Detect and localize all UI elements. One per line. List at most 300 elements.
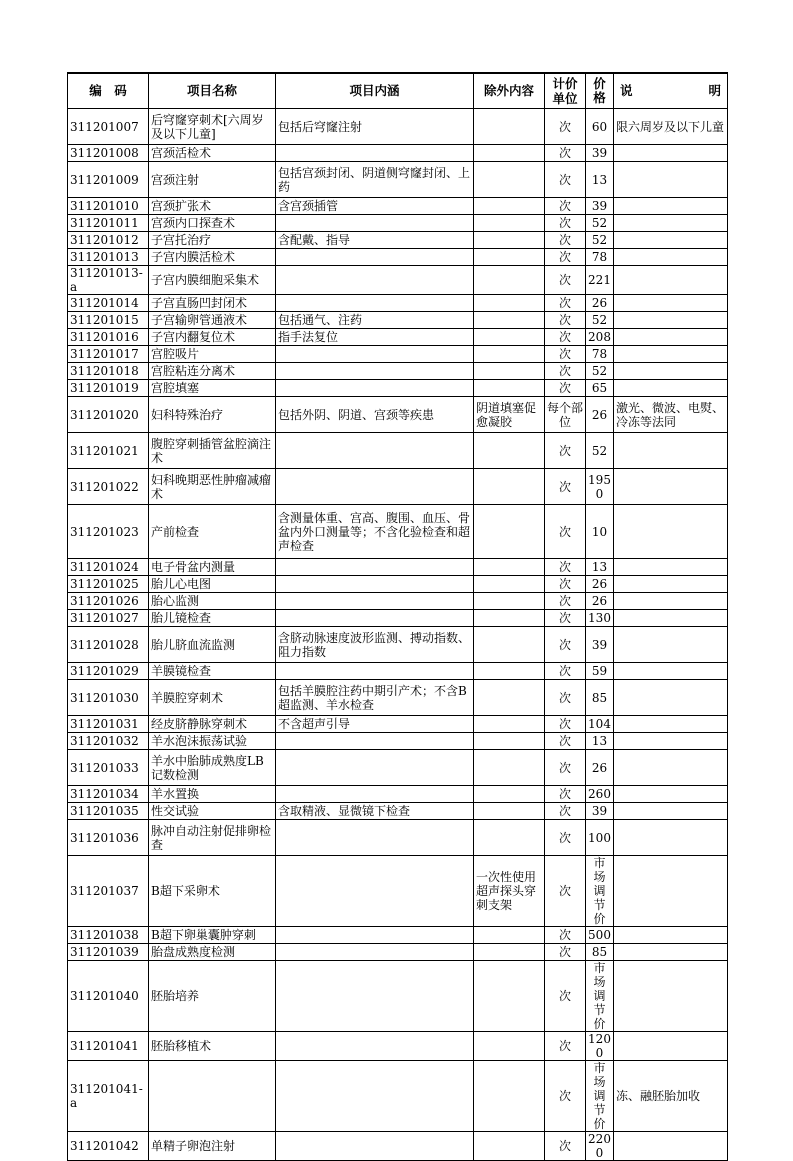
cell-price: 39 bbox=[586, 198, 614, 215]
cell-unit: 次 bbox=[545, 145, 586, 162]
cell-code: 311201034 bbox=[68, 786, 149, 803]
cell-code: 311201010 bbox=[68, 198, 149, 215]
cell-price: 60 bbox=[586, 109, 614, 145]
table-row bbox=[68, 961, 728, 1032]
cell-name: 宫颈扩张术 bbox=[149, 198, 276, 215]
cell-code: 311201013 bbox=[68, 249, 149, 266]
cell-exclude bbox=[474, 469, 545, 505]
header-exclude: 除外内容 bbox=[474, 73, 545, 109]
cell-code: 311201022 bbox=[68, 469, 149, 505]
cell-code: 311201007 bbox=[68, 109, 149, 145]
cell-price: 2200 bbox=[586, 1132, 614, 1161]
cell-name: 子宫内翻复位术 bbox=[149, 329, 276, 346]
table-row bbox=[68, 249, 728, 266]
cell-name: 羊水泡沫振荡试验 bbox=[149, 733, 276, 750]
table-row bbox=[68, 312, 728, 329]
cell-exclude bbox=[474, 232, 545, 249]
cell-unit: 每个部位 bbox=[545, 397, 586, 433]
cell-unit: 次 bbox=[545, 1132, 586, 1161]
cell-exclude bbox=[474, 820, 545, 856]
cell-name: 妇科特殊治疗 bbox=[149, 397, 276, 433]
cell-unit: 次 bbox=[545, 680, 586, 716]
cell-exclude bbox=[474, 1132, 545, 1161]
table-row bbox=[68, 215, 728, 232]
table-header-row bbox=[68, 73, 728, 109]
cell-code: 311201018 bbox=[68, 363, 149, 380]
cell-note bbox=[614, 610, 728, 627]
table-row bbox=[68, 266, 728, 295]
table-row bbox=[68, 593, 728, 610]
cell-content bbox=[276, 576, 474, 593]
cell-unit: 次 bbox=[545, 803, 586, 820]
cell-code: 311201038 bbox=[68, 927, 149, 944]
cell-code: 311201036 bbox=[68, 820, 149, 856]
cell-name: 胎盘成熟度检测 bbox=[149, 944, 276, 961]
cell-unit: 次 bbox=[545, 944, 586, 961]
cell-code: 311201019 bbox=[68, 380, 149, 397]
cell-code: 311201021 bbox=[68, 433, 149, 469]
cell-content bbox=[276, 469, 474, 505]
cell-price: 260 bbox=[586, 786, 614, 803]
cell-note bbox=[614, 295, 728, 312]
cell-exclude bbox=[474, 610, 545, 627]
cell-unit: 次 bbox=[545, 750, 586, 786]
cell-code: 311201026 bbox=[68, 593, 149, 610]
cell-note: 限六周岁及以下儿童 bbox=[614, 109, 728, 145]
cell-name: 宫腔吸片 bbox=[149, 346, 276, 363]
cell-note bbox=[614, 266, 728, 295]
cell-note bbox=[614, 576, 728, 593]
cell-note bbox=[614, 786, 728, 803]
cell-note bbox=[614, 380, 728, 397]
cell-note: 激光、微波、电熨、冷冻等法同 bbox=[614, 397, 728, 433]
cell-code: 311201042 bbox=[68, 1132, 149, 1161]
cell-name: 宫腔填塞 bbox=[149, 380, 276, 397]
table-row bbox=[68, 232, 728, 249]
cell-name: 后穹窿穿刺术[六周岁及以下儿童] bbox=[149, 109, 276, 145]
cell-content: 包括外阴、阴道、宫颈等疾患 bbox=[276, 397, 474, 433]
table-row bbox=[68, 576, 728, 593]
cell-unit: 次 bbox=[545, 162, 586, 198]
cell-code: 311201024 bbox=[68, 559, 149, 576]
cell-note bbox=[614, 215, 728, 232]
cell-unit: 次 bbox=[545, 927, 586, 944]
cell-content bbox=[276, 663, 474, 680]
cell-content bbox=[276, 786, 474, 803]
cell-price: 59 bbox=[586, 663, 614, 680]
cell-unit: 次 bbox=[545, 295, 586, 312]
cell-name: 宫颈注射 bbox=[149, 162, 276, 198]
cell-code: 311201031 bbox=[68, 716, 149, 733]
cell-unit: 次 bbox=[545, 576, 586, 593]
cell-code: 311201009 bbox=[68, 162, 149, 198]
cell-unit: 次 bbox=[545, 1032, 586, 1061]
cell-content bbox=[276, 145, 474, 162]
cell-name: 羊膜腔穿刺术 bbox=[149, 680, 276, 716]
cell-exclude bbox=[474, 680, 545, 716]
cell-code: 311201012 bbox=[68, 232, 149, 249]
cell-unit: 次 bbox=[545, 469, 586, 505]
header-code: 编 码 bbox=[68, 73, 149, 109]
cell-name: 脉冲自动注射促排卵检查 bbox=[149, 820, 276, 856]
cell-note bbox=[614, 145, 728, 162]
table-row bbox=[68, 397, 728, 433]
cell-exclude bbox=[474, 593, 545, 610]
cell-content bbox=[276, 944, 474, 961]
cell-name: 宫颈活检术 bbox=[149, 145, 276, 162]
cell-price: 52 bbox=[586, 312, 614, 329]
cell-price: 85 bbox=[586, 680, 614, 716]
cell-price: 1950 bbox=[586, 469, 614, 505]
cell-name: 子宫内膜活检术 bbox=[149, 249, 276, 266]
cell-name: 子宫输卵管通液术 bbox=[149, 312, 276, 329]
cell-price: 26 bbox=[586, 593, 614, 610]
cell-name: 经皮脐静脉穿刺术 bbox=[149, 716, 276, 733]
cell-price: 52 bbox=[586, 363, 614, 380]
cell-content bbox=[276, 215, 474, 232]
cell-name: 胎儿心电图 bbox=[149, 576, 276, 593]
cell-exclude bbox=[474, 215, 545, 232]
cell-content bbox=[276, 559, 474, 576]
price-table bbox=[67, 72, 728, 1161]
cell-code: 311201040 bbox=[68, 961, 149, 1032]
cell-price: 市场调节价 bbox=[586, 961, 614, 1032]
cell-exclude bbox=[474, 109, 545, 145]
cell-content: 不含超声引导 bbox=[276, 716, 474, 733]
cell-exclude bbox=[474, 927, 545, 944]
table-row bbox=[68, 927, 728, 944]
cell-content bbox=[276, 266, 474, 295]
cell-content bbox=[276, 249, 474, 266]
cell-note bbox=[614, 820, 728, 856]
cell-price: 市场调节价 bbox=[586, 856, 614, 927]
cell-unit: 次 bbox=[545, 346, 586, 363]
table-row bbox=[68, 786, 728, 803]
table-row bbox=[68, 162, 728, 198]
cell-exclude bbox=[474, 750, 545, 786]
cell-name: 胎儿脐血流监测 bbox=[149, 627, 276, 663]
cell-content bbox=[276, 820, 474, 856]
cell-unit: 次 bbox=[545, 363, 586, 380]
cell-name: 子宫直肠凹封闭术 bbox=[149, 295, 276, 312]
cell-unit: 次 bbox=[545, 593, 586, 610]
cell-exclude bbox=[474, 961, 545, 1032]
cell-exclude bbox=[474, 663, 545, 680]
header-content: 项目内涵 bbox=[276, 73, 474, 109]
cell-code: 311201041 bbox=[68, 1032, 149, 1061]
cell-content bbox=[276, 1061, 474, 1132]
table-row bbox=[68, 363, 728, 380]
cell-price: 500 bbox=[586, 927, 614, 944]
cell-content bbox=[276, 733, 474, 750]
cell-code: 311201029 bbox=[68, 663, 149, 680]
cell-unit: 次 bbox=[545, 627, 586, 663]
cell-content: 指手法复位 bbox=[276, 329, 474, 346]
cell-price: 13 bbox=[586, 559, 614, 576]
cell-code: 311201025 bbox=[68, 576, 149, 593]
cell-price: 26 bbox=[586, 295, 614, 312]
cell-exclude bbox=[474, 944, 545, 961]
cell-note bbox=[614, 363, 728, 380]
cell-note bbox=[614, 1032, 728, 1061]
cell-price: 市场调节价 bbox=[586, 1061, 614, 1132]
cell-content: 含宫颈插管 bbox=[276, 198, 474, 215]
cell-note bbox=[614, 927, 728, 944]
cell-price: 208 bbox=[586, 329, 614, 346]
cell-content bbox=[276, 750, 474, 786]
cell-unit: 次 bbox=[545, 109, 586, 145]
cell-content: 包括宫颈封闭、阴道侧穹窿封闭、上药 bbox=[276, 162, 474, 198]
cell-unit: 次 bbox=[545, 1061, 586, 1132]
cell-price: 52 bbox=[586, 215, 614, 232]
cell-name: B超下卵巢囊肿穿刺 bbox=[149, 927, 276, 944]
cell-content bbox=[276, 610, 474, 627]
cell-code: 311201023 bbox=[68, 505, 149, 559]
table-row bbox=[68, 1032, 728, 1061]
cell-price: 39 bbox=[586, 803, 614, 820]
cell-content bbox=[276, 927, 474, 944]
cell-note bbox=[614, 232, 728, 249]
table-row bbox=[68, 145, 728, 162]
cell-unit: 次 bbox=[545, 312, 586, 329]
cell-note bbox=[614, 198, 728, 215]
cell-note: 冻、融胚胎加收 bbox=[614, 1061, 728, 1132]
cell-name: B超下采卵术 bbox=[149, 856, 276, 927]
cell-name: 宫颈内口探查术 bbox=[149, 215, 276, 232]
cell-code: 311201020 bbox=[68, 397, 149, 433]
cell-code: 311201017 bbox=[68, 346, 149, 363]
cell-content bbox=[276, 346, 474, 363]
cell-unit: 次 bbox=[545, 786, 586, 803]
cell-code: 311201039 bbox=[68, 944, 149, 961]
table-row bbox=[68, 820, 728, 856]
cell-exclude bbox=[474, 162, 545, 198]
cell-note bbox=[614, 469, 728, 505]
cell-code: 311201013-a bbox=[68, 266, 149, 295]
cell-note bbox=[614, 433, 728, 469]
cell-code: 311201037 bbox=[68, 856, 149, 927]
cell-content bbox=[276, 363, 474, 380]
cell-exclude bbox=[474, 733, 545, 750]
cell-note bbox=[614, 329, 728, 346]
cell-price: 85 bbox=[586, 944, 614, 961]
cell-name: 子宫内膜细胞采集术 bbox=[149, 266, 276, 295]
table-row bbox=[68, 109, 728, 145]
table-row bbox=[68, 610, 728, 627]
cell-name: 胚胎移植术 bbox=[149, 1032, 276, 1061]
cell-content bbox=[276, 961, 474, 1032]
cell-content: 含测量体重、宫高、腹围、血压、骨盆内外口测量等；不含化验检查和超声检查 bbox=[276, 505, 474, 559]
cell-content bbox=[276, 593, 474, 610]
cell-name: 羊水中胎肺成熟度LB记数检测 bbox=[149, 750, 276, 786]
cell-code: 311201011 bbox=[68, 215, 149, 232]
cell-exclude bbox=[474, 295, 545, 312]
cell-code: 311201008 bbox=[68, 145, 149, 162]
cell-price: 26 bbox=[586, 397, 614, 433]
cell-unit: 次 bbox=[545, 505, 586, 559]
cell-exclude bbox=[474, 716, 545, 733]
table-row bbox=[68, 469, 728, 505]
cell-exclude bbox=[474, 198, 545, 215]
table-row bbox=[68, 716, 728, 733]
cell-note bbox=[614, 627, 728, 663]
cell-exclude bbox=[474, 1061, 545, 1132]
header-note: 说 明 bbox=[614, 73, 728, 109]
cell-note bbox=[614, 680, 728, 716]
cell-note bbox=[614, 750, 728, 786]
cell-name: 性交试验 bbox=[149, 803, 276, 820]
header-name: 项目名称 bbox=[149, 73, 276, 109]
cell-unit: 次 bbox=[545, 716, 586, 733]
cell-note bbox=[614, 249, 728, 266]
cell-code: 311201033 bbox=[68, 750, 149, 786]
cell-exclude bbox=[474, 576, 545, 593]
cell-unit: 次 bbox=[545, 232, 586, 249]
cell-exclude: 阴道填塞促愈凝胶 bbox=[474, 397, 545, 433]
cell-content: 含脐动脉速度波形监测、搏动指数、阻力指数 bbox=[276, 627, 474, 663]
cell-content bbox=[276, 380, 474, 397]
table-body bbox=[68, 109, 728, 1161]
table-row bbox=[68, 750, 728, 786]
cell-exclude bbox=[474, 1032, 545, 1061]
table-row bbox=[68, 803, 728, 820]
table-row bbox=[68, 329, 728, 346]
cell-price: 39 bbox=[586, 145, 614, 162]
cell-unit: 次 bbox=[545, 559, 586, 576]
cell-code: 311201032 bbox=[68, 733, 149, 750]
cell-unit: 次 bbox=[545, 329, 586, 346]
cell-unit: 次 bbox=[545, 266, 586, 295]
cell-code: 311201035 bbox=[68, 803, 149, 820]
cell-note bbox=[614, 505, 728, 559]
cell-unit: 次 bbox=[545, 663, 586, 680]
header-price: 价格 bbox=[586, 73, 614, 109]
table-row bbox=[68, 198, 728, 215]
cell-note bbox=[614, 663, 728, 680]
table-row bbox=[68, 433, 728, 469]
cell-unit: 次 bbox=[545, 380, 586, 397]
cell-exclude bbox=[474, 627, 545, 663]
cell-name: 胎儿镜检查 bbox=[149, 610, 276, 627]
cell-exclude bbox=[474, 266, 545, 295]
cell-unit: 次 bbox=[545, 610, 586, 627]
cell-content bbox=[276, 1132, 474, 1161]
cell-price: 130 bbox=[586, 610, 614, 627]
cell-name bbox=[149, 1061, 276, 1132]
cell-price: 65 bbox=[586, 380, 614, 397]
cell-exclude bbox=[474, 145, 545, 162]
cell-code: 311201041-a bbox=[68, 1061, 149, 1132]
cell-note bbox=[614, 961, 728, 1032]
cell-content bbox=[276, 856, 474, 927]
cell-price: 104 bbox=[586, 716, 614, 733]
cell-content bbox=[276, 1032, 474, 1061]
cell-unit: 次 bbox=[545, 198, 586, 215]
cell-content: 包括羊膜腔注药中期引产术；不含B超监测、羊水检查 bbox=[276, 680, 474, 716]
cell-code: 311201030 bbox=[68, 680, 149, 716]
cell-content bbox=[276, 295, 474, 312]
cell-note bbox=[614, 559, 728, 576]
cell-unit: 次 bbox=[545, 249, 586, 266]
cell-unit: 次 bbox=[545, 961, 586, 1032]
cell-exclude bbox=[474, 433, 545, 469]
cell-note bbox=[614, 593, 728, 610]
table-row bbox=[68, 505, 728, 559]
table-row bbox=[68, 733, 728, 750]
cell-price: 100 bbox=[586, 820, 614, 856]
cell-code: 311201027 bbox=[68, 610, 149, 627]
cell-name: 羊水置换 bbox=[149, 786, 276, 803]
cell-name: 子宫托治疗 bbox=[149, 232, 276, 249]
cell-price: 39 bbox=[586, 627, 614, 663]
cell-note bbox=[614, 1132, 728, 1161]
cell-price: 52 bbox=[586, 433, 614, 469]
cell-name: 腹腔穿刺插管盆腔滴注术 bbox=[149, 433, 276, 469]
cell-name: 羊膜镜检查 bbox=[149, 663, 276, 680]
cell-code: 311201028 bbox=[68, 627, 149, 663]
cell-note bbox=[614, 856, 728, 927]
cell-code: 311201016 bbox=[68, 329, 149, 346]
cell-note bbox=[614, 733, 728, 750]
cell-code: 311201014 bbox=[68, 295, 149, 312]
cell-note bbox=[614, 944, 728, 961]
cell-name: 胚胎培养 bbox=[149, 961, 276, 1032]
cell-exclude bbox=[474, 380, 545, 397]
cell-price: 10 bbox=[586, 505, 614, 559]
table-row bbox=[68, 559, 728, 576]
cell-exclude bbox=[474, 249, 545, 266]
cell-exclude: 一次性使用超声探头穿刺支架 bbox=[474, 856, 545, 927]
cell-content: 包括通气、注药 bbox=[276, 312, 474, 329]
table-row bbox=[68, 680, 728, 716]
cell-exclude bbox=[474, 346, 545, 363]
cell-price: 13 bbox=[586, 733, 614, 750]
cell-exclude bbox=[474, 505, 545, 559]
cell-name: 妇科晚期恶性肿瘤减瘤术 bbox=[149, 469, 276, 505]
cell-content: 包括后穹窿注射 bbox=[276, 109, 474, 145]
cell-price: 221 bbox=[586, 266, 614, 295]
cell-price: 78 bbox=[586, 249, 614, 266]
table-row bbox=[68, 944, 728, 961]
cell-content: 含取精液、显微镜下检查 bbox=[276, 803, 474, 820]
table-row bbox=[68, 1132, 728, 1161]
cell-unit: 次 bbox=[545, 820, 586, 856]
table-row bbox=[68, 663, 728, 680]
cell-exclude bbox=[474, 803, 545, 820]
cell-content bbox=[276, 433, 474, 469]
cell-unit: 次 bbox=[545, 856, 586, 927]
cell-exclude bbox=[474, 559, 545, 576]
cell-exclude bbox=[474, 329, 545, 346]
table-row bbox=[68, 627, 728, 663]
cell-name: 胎心监测 bbox=[149, 593, 276, 610]
cell-price: 78 bbox=[586, 346, 614, 363]
cell-price: 1200 bbox=[586, 1032, 614, 1061]
cell-note bbox=[614, 716, 728, 733]
header-unit: 计价 单位 bbox=[545, 73, 586, 109]
table-row bbox=[68, 856, 728, 927]
cell-name: 单精子卵泡注射 bbox=[149, 1132, 276, 1161]
table-row bbox=[68, 1061, 728, 1132]
cell-price: 13 bbox=[586, 162, 614, 198]
cell-note bbox=[614, 162, 728, 198]
cell-exclude bbox=[474, 786, 545, 803]
cell-price: 26 bbox=[586, 576, 614, 593]
cell-name: 产前检查 bbox=[149, 505, 276, 559]
cell-unit: 次 bbox=[545, 433, 586, 469]
cell-exclude bbox=[474, 363, 545, 380]
table-row bbox=[68, 295, 728, 312]
